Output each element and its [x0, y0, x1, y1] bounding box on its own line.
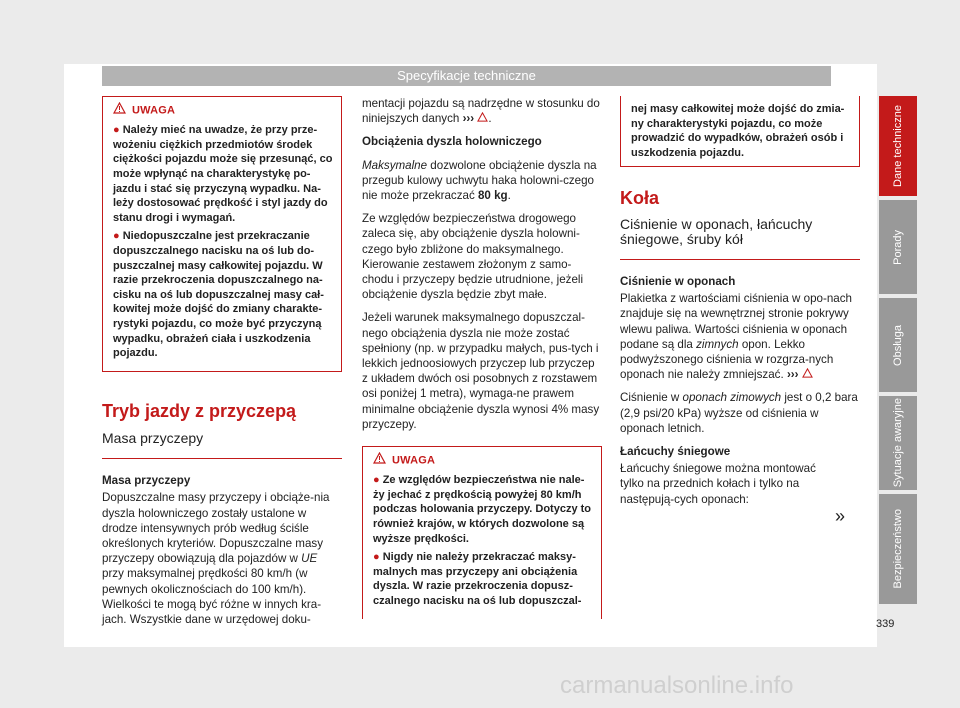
warning-box — [102, 96, 342, 372]
warning-item: ● Należy mieć na uwadze, że przy prze-wożeniu ciężkich przedmiotów środek ciężkości pojazdu może się przesunąć, co może wpłynąć na charakterystykę po-jazdu i stać się przyczyną wypadku. Na-leży dostosować prędkość i styl jazdy do stanu drogi i wymagań. — [113, 124, 333, 224]
watermark: carmanualsonline.info — [560, 672, 794, 699]
paragraph-heading: Obciążenia dyszla holowniczego — [362, 135, 542, 149]
chapter-tabs — [879, 96, 917, 608]
warning-box — [362, 446, 602, 619]
paragraph: Dopuszczalne masy przyczepy i obciąże-nia dyszla holowniczego zostały ustalone w drodze intensywnych prób według ściśle określonych kryteriów. Dopuszczalne masy przyczepy obowiązują dla pojazdów w UE przy maksymalnej prędkości 80 km/h (w pewnych okolicznościach do 100 km/h). Wielkości te mogą być różne w innych kra-jach. Wszystkie dane w urzędowej doku- — [102, 491, 330, 626]
warning-label: UWAGA — [132, 104, 176, 117]
paragraph: Maksymalne dozwolone obciążenie dyszla na przegub kulowy uchwytu haka holowni-czego nie może przekraczać 80 kg. — [362, 158, 597, 203]
section-subtitle: Masa przyczepy — [102, 431, 342, 459]
cross-reference[interactable]: ››› — [786, 368, 799, 382]
paragraph: mentacji pojazdu są nadrzędne w stosunku do niniejszych danych ››› . — [362, 97, 600, 126]
column-3 — [620, 96, 860, 515]
warning-triangle-icon — [373, 452, 386, 469]
tab-dane-techniczne[interactable]: Dane techniczne — [879, 96, 917, 196]
tab-obsluga[interactable]: Obsługa — [879, 298, 917, 392]
page-number: 339 — [876, 618, 895, 630]
warning-item: ● Ze względów bezpieczeństwa nie nale-ży jechać z prędkością powyżej 80 km/h podczas holowania przyczepy. Dotyczy to również krajów, w których dozwolone są wyższe prędkości. — [373, 474, 592, 545]
cross-reference[interactable]: ››› — [462, 112, 475, 126]
paragraph: Łańcuchy śniegowe można montować tylko na przednich kołach i tylko na następują-cych oponach: — [620, 462, 816, 506]
paragraph: Ciśnienie w oponach zimowych jest o 0,2 bara (2,9 psi/20 kPa) wyższe od ciśnienia w oponach letnich. — [620, 391, 858, 435]
paragraph-heading: Ciśnienie w oponach — [620, 274, 736, 288]
warning-title — [363, 447, 601, 473]
warning-item: ● Niedopuszczalne jest przekraczanie dopuszczalnego nacisku na oś lub do-puszczalnej masy całkowitej pojazdu. W razie przekroczenia dopuszczalnego na-cisku na oś lub dopuszczalnej masy cał-kowitej może dojść do zmiany charakte-rystyki pojazdu, co może być przyczyną wypadku, obrażeń ciała i uszkodzenia pojazdu. — [113, 230, 324, 360]
warning-text: nej masy całkowitej może dojść do zmia-ny charakterystyki pojazdu, co może prowadzić do wypadków, obrażeń osób i uszkodzenia pojazdu. — [631, 103, 845, 159]
paragraph: Jeżeli warunek maksymalnego dopuszczal-nego obciążenia dyszla nie może zostać spełniony (np. w przypadku małych, pus-tych i lekkich jednoosiowych przyczep lub przyczep z układem dwóch osi posobnych z rozstawem osi poniżej 1 metra), wymaga-ne prawem minimalne obciążenie dyszla wynosi 4% masy przyczepy. — [362, 311, 600, 431]
paragraph-heading: Łańcuchy śniegowe — [620, 445, 731, 459]
warning-triangle-icon — [477, 112, 488, 125]
section-title: Tryb jazdy z przyczepą — [102, 400, 297, 421]
tab-sytuacje-awaryjne[interactable]: Sytuacje awaryjne — [879, 396, 917, 490]
page-header: Specyfikacje techniczne — [102, 66, 831, 86]
section-subtitle: Ciśnienie w oponach, łańcuchy śniegowe, śruby kół — [620, 217, 860, 260]
column-1 — [102, 96, 342, 635]
warning-label: UWAGA — [392, 454, 436, 467]
warning-title — [103, 97, 341, 123]
paragraph: Ze względów bezpieczeństwa drogowego zaleca się, aby obciążenie dyszla holowni-czego było zbliżone do maksymalnego. Kierowanie zestawem złożonym z samo-chodu i przyczepy będzie utrudnione, jeżeli obciążenie dyszla będzie zbyt małe. — [362, 212, 584, 302]
warning-box-continued — [620, 96, 860, 167]
warning-triangle-icon — [802, 368, 813, 381]
paragraph: Plakietka z wartościami ciśnienia w opo-nach znajduje się na wewnętrznej stronie pokrywy wlewu paliwa. Wartości ciśnienia w oponach podane są dla zimnych opon. Lekko podwyższonego ciśnienia w rozgrza-nych oponach nie należy zmniejszać. ››› — [620, 292, 852, 382]
warning-item: ● Nigdy nie należy przekraczać maksy-malnych mas przyczepy ani obciążenia dyszla. W razie przekroczenia dopusz-czalnego nacisku na oś lub dopuszczal- — [373, 551, 582, 608]
tab-porady[interactable]: Porady — [879, 200, 917, 294]
continued-marker: » — [835, 506, 846, 526]
warning-triangle-icon — [113, 102, 126, 119]
section-title: Koła — [620, 188, 660, 209]
column-2 — [362, 96, 602, 619]
paragraph-heading: Masa przyczepy — [102, 474, 191, 488]
tab-bezpieczenstwo[interactable]: Bezpieczeństwo — [879, 494, 917, 604]
